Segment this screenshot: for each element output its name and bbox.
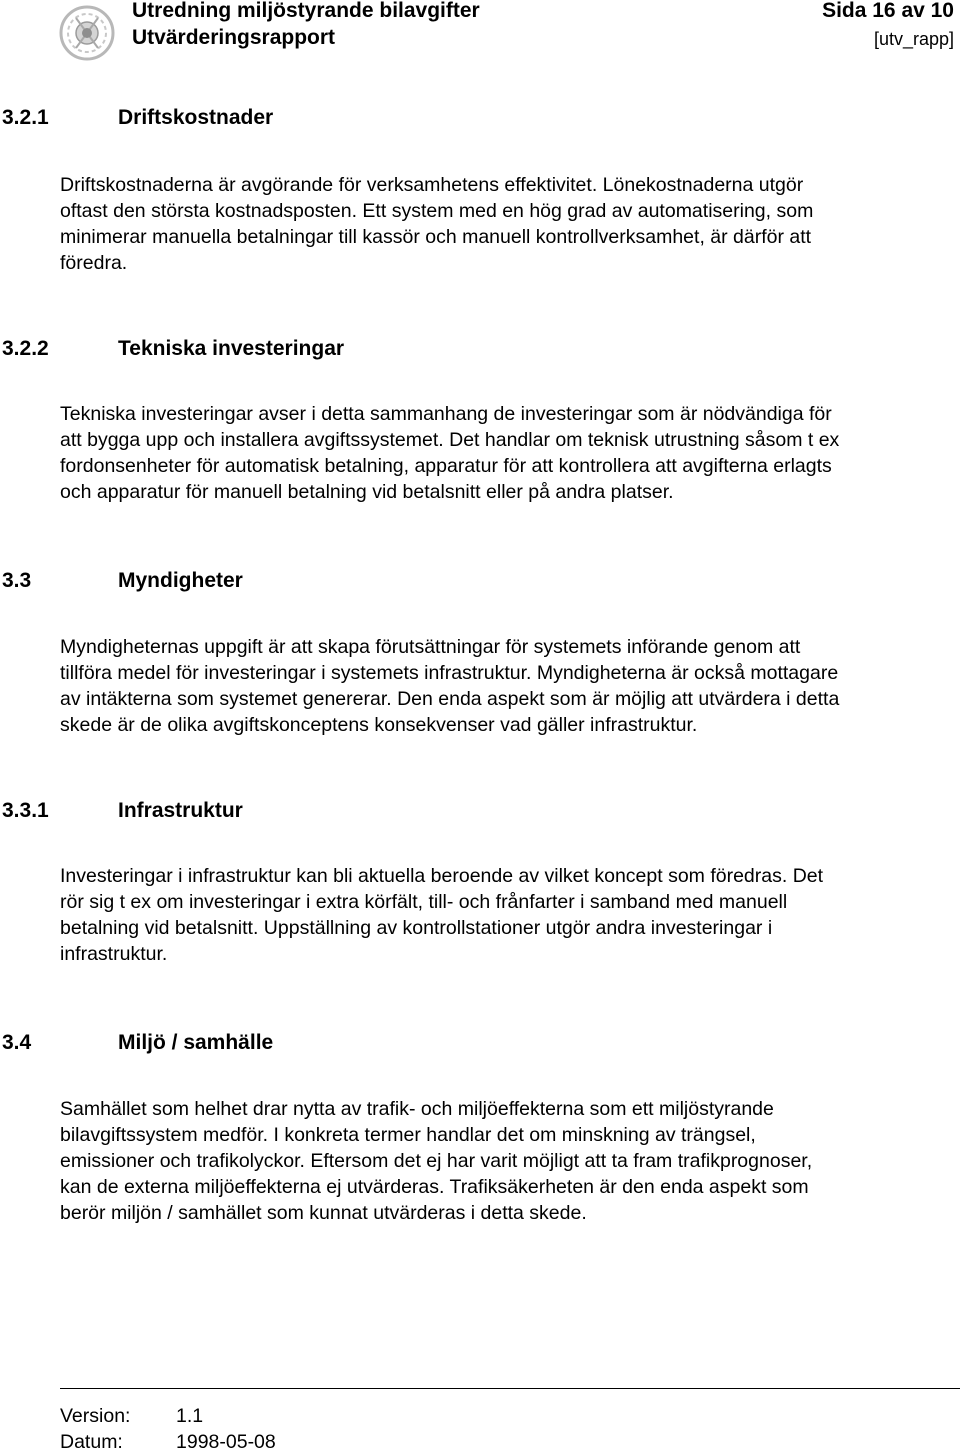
- paragraph-line: emissioner och trafikolyckor. Eftersom det ej har varit möjligt att ta fram trafikprognoser,: [60, 1150, 813, 1172]
- section-number: 3.2.2: [2, 337, 49, 360]
- paragraph-line: tillföra medel för investeringar i systemets infrastruktur. Myndigheterna är också mottagare: [60, 662, 839, 684]
- paragraph-line: att bygga upp och installera avgiftssystemet. Det handlar om teknisk utrustning såsom t ex: [60, 429, 840, 451]
- document-reference: [utv_rapp]: [873, 29, 954, 49]
- paragraph-myndigheter: [60, 634, 940, 738]
- paragraph-line: fordonsenheter för automatisk betalning, apparatur för att kontrollera att avgifterna erlagts: [60, 455, 832, 477]
- paragraph-line: rör sig t ex om investeringar i extra körfält, till- och frånfarter i samband med manuell: [60, 891, 788, 913]
- footer-divider: [60, 1388, 960, 1389]
- paragraph-line: Investeringar i infrastruktur kan bli aktuella beroende av vilket koncept som föredras. Det: [60, 865, 824, 887]
- paragraph-line: berör miljön / samhället som kunnat utvärderas i detta skede.: [60, 1202, 587, 1224]
- footer-version: [60, 1405, 203, 1428]
- section-number: 3.3.1: [2, 799, 49, 822]
- document-subtitle: Utvärderingsrapport: [132, 26, 336, 49]
- document-title: Utredning miljöstyrande bilavgifter: [132, 0, 480, 22]
- paragraph-driftskostnader: [60, 172, 940, 276]
- section-title: Driftskostnader: [118, 106, 274, 129]
- paragraph-line: Driftskostnaderna är avgörande för verksamhetens effektivitet. Lönekostnaderna utgör: [60, 174, 804, 196]
- section-number: 3.2.1: [2, 106, 49, 129]
- section-title: Myndigheter: [118, 569, 243, 592]
- footer-date: [60, 1431, 276, 1454]
- paragraph-line: bilavgiftssystem medför. I konkreta termer handlar det om minskning av trängsel,: [60, 1124, 756, 1146]
- paragraph-tekniska-investeringar: [60, 401, 940, 505]
- version-value: 1.1: [176, 1405, 204, 1427]
- version-label: Version:: [60, 1405, 131, 1427]
- paragraph-line: oftast den största kostnadsposten. Ett system med en hög grad av automatisering, som: [60, 200, 814, 222]
- paragraph-line: Tekniska investeringar avser i detta sammanhang de investeringar som är nödvändiga för: [60, 403, 832, 425]
- paragraph-line: minimerar manuella betalningar till kassör och manuell kontrollverksamhet, är därför att: [60, 226, 812, 248]
- paragraph-line: skede är de olika avgiftskonceptens konsekvenser vad gäller infrastruktur.: [60, 714, 698, 736]
- emblem-logo-icon: [58, 4, 116, 62]
- paragraph-line: Myndigheternas uppgift är att skapa förutsättningar för systemets införande genom att: [60, 636, 801, 658]
- page-number: Sida 16 av 10: [822, 0, 954, 22]
- page-header: [0, 0, 960, 62]
- section-title: Miljö / samhälle: [118, 1031, 274, 1054]
- paragraph-infrastruktur: [60, 863, 940, 967]
- paragraph-line: föredra.: [60, 252, 128, 274]
- paragraph-line: kan de externa miljöeffekterna ej utvärderas. Trafiksäkerheten är den enda aspekt som: [60, 1176, 809, 1198]
- date-label: Datum:: [60, 1431, 123, 1453]
- paragraph-line: av intäkterna som systemet genererar. Den enda aspekt som är möjlig att utvärdera i detta: [60, 688, 840, 710]
- section-title: Infrastruktur: [118, 799, 243, 822]
- section-title: Tekniska investeringar: [118, 337, 345, 360]
- paragraph-line: och apparatur för manuell betalning vid betalsnitt eller på andra platser.: [60, 481, 674, 503]
- paragraph-line: betalning vid betalsnitt. Uppställning av kontrollstationer utgör andra investeringar i: [60, 917, 773, 939]
- date-value: 1998-05-08: [176, 1431, 276, 1453]
- section-number: 3.3: [2, 569, 32, 592]
- section-number: 3.4: [2, 1031, 32, 1054]
- paragraph-miljo-samhalle: [60, 1096, 940, 1226]
- paragraph-line: Samhället som helhet drar nytta av trafik- och miljöeffekterna som ett miljöstyrande: [60, 1098, 774, 1120]
- paragraph-line: infrastruktur.: [60, 943, 168, 965]
